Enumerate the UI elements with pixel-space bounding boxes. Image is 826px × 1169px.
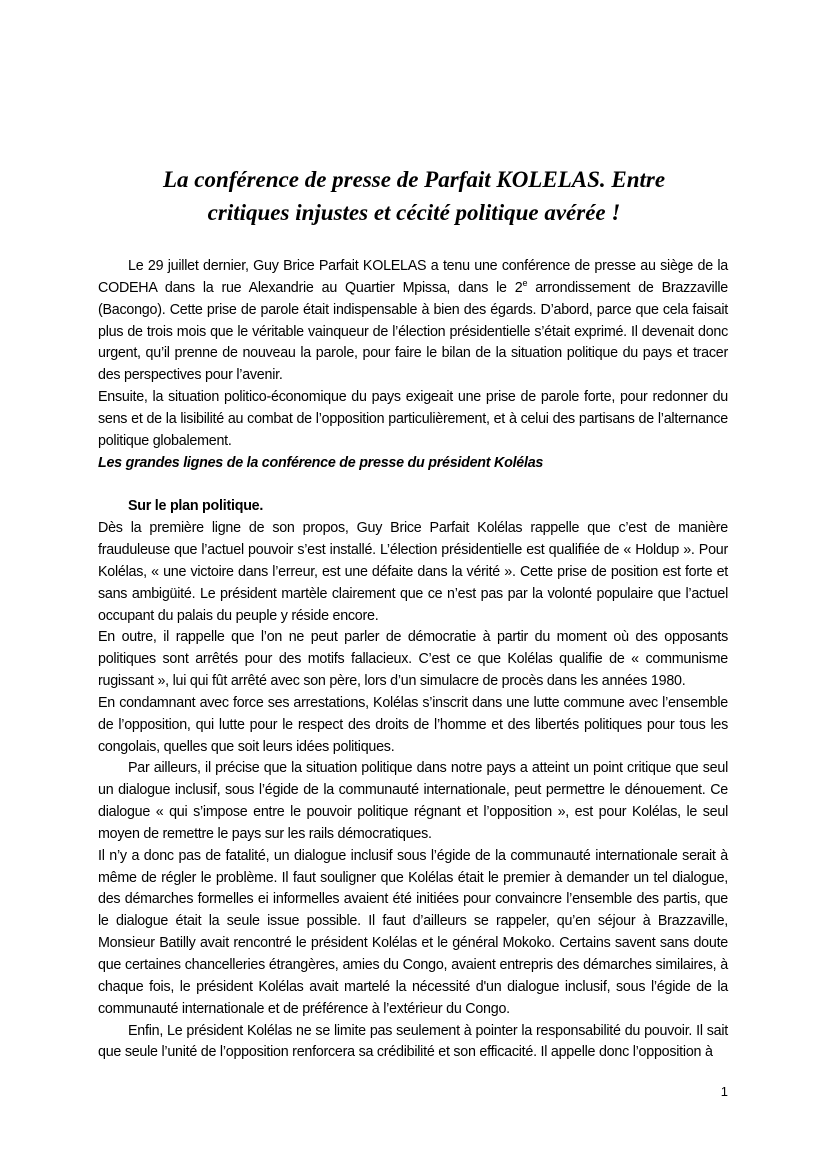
paragraph-intro-text-b: arrondissement de Brazzaville (Bacongo). Cette prise de parole était indispensable à bien des égards. D’abord, parce que cela faisait plus de trois mois que le véritable vainqueur de l’élection présidentielle s’était exprimé. Il devenait donc urgent, qu’il prenne de nouveau la parole, pour faire le bilan de la situation politique du pays et tracer des perspectives pour l’avenir.	[98, 279, 728, 384]
paragraph-par-ailleurs: Par ailleurs, il précise que la situation politique dans notre pays a atteint un point critique que seul un dialogue inclusif, sous l’égide de la communauté internationale, peut permettre le dénouement. Ce dialogue « qui s’impose entre le pouvoir politique régnant et l’opposition », est pour Kolélas, le seul moyen de remettre le pays sur les rails démocratiques.	[98, 760, 728, 842]
article-title	[100, 163, 728, 229]
paragraph-fatalite: Il n’y a donc pas de fatalité, un dialogue inclusif sous l’égide de la communauté internationale serait à même de régler le problème. Il faut souligner que Kolélas était le premier à demander un tel dialogue, des démarches formelles ei informelles avaient été initiées pour convaincre l’ensemble des partis, que le dialogue était la seule issue possible. Il faut d’ailleurs se rappeler, qu’en séjour à Brazzaville, Monsieur Batilly avait rencontré le président Kolélas et le général Mokoko. Certains savent sans doute que certaines chancelleries étrangères, amies du Congo, avaient entrepris des démarches similaires, à chaque fois, le président Kolélas avait martelé la nécessité d'un dialogue inclusif, sous l’égide de la communauté internationale et de préférence à l’extérieur du Congo.	[98, 847, 728, 1017]
paragraph-des-la-premiere: Dès la première ligne de son propos, Guy Brice Parfait Kolélas rappelle que c’est de manière frauduleuse que l’actuel pouvoir s’est installé. L’élection présidentielle est qualifiée de « Holdup ». Pour Kolélas, « une victoire dans l’erreur, est une défaite dans la vérité ». Cette prise de position est forte et sans ambigüité. Le président martèle clairement que ce n’est pas par la volonté populaire que l’actuel occupant du palais du peuple y réside encore.	[98, 520, 728, 624]
paragraph-enfin: Enfin, Le président Kolélas ne se limite pas seulement à pointer la responsabilité du pouvoir. Il sait que seule l’unité de l’opposition renforcera sa crédibilité et son efficacité. Il appelle donc l’opposition à	[98, 1022, 728, 1061]
paragraph-ensuite: Ensuite, la situation politico-économique du pays exigeait une prise de parole forte, pour redonner du sens et de la lisibilité au combat de l’opposition particulièrement, et à celui des partisans de l’alternance politique globalement.	[98, 389, 728, 449]
paragraph-en-outre: En outre, il rappelle que l’on ne peut parler de démocratie à partir du moment où des opposants politiques sont arrêtés pour des motifs fallacieux. C’est ce que Kolélas qualifie de « communisme rugissant », lui qui fût arrêté avec son père, lors d’un simulacre de procès dans les années 1980.	[98, 629, 728, 690]
paragraph-intro-text-a: Le 29 juillet dernier, Guy Brice Parfait KOLELAS a tenu une conférence de presse au siège de la CODEHA dans la rue Alexandrie au Quartier Mpissa, dans le 2	[98, 258, 728, 296]
paragraph-en-condamnant: En condamnant avec force ses arrestations, Kolélas s’inscrit dans une lutte commune avec l’ensemble de l’opposition, qui lutte pour le respect des droits de l’homme et des libertés politiques pour tous les congolais, quelles que soit leurs idées politiques.	[98, 694, 728, 755]
paragraph-intro	[98, 256, 728, 387]
article-body	[98, 256, 728, 1064]
section-heading: Sur le plan politique.	[128, 498, 264, 515]
page-number: 1	[720, 1084, 728, 1099]
superscript-e: e	[522, 278, 528, 289]
subheading: Les grandes lignes de la conférence de presse du président Kolélas	[98, 454, 544, 471]
title-line-1: La conférence de presse de Parfait KOLELAS. Entre	[162, 167, 666, 192]
title-line-2: critiques injustes et cécité politique avérée !	[207, 200, 621, 225]
